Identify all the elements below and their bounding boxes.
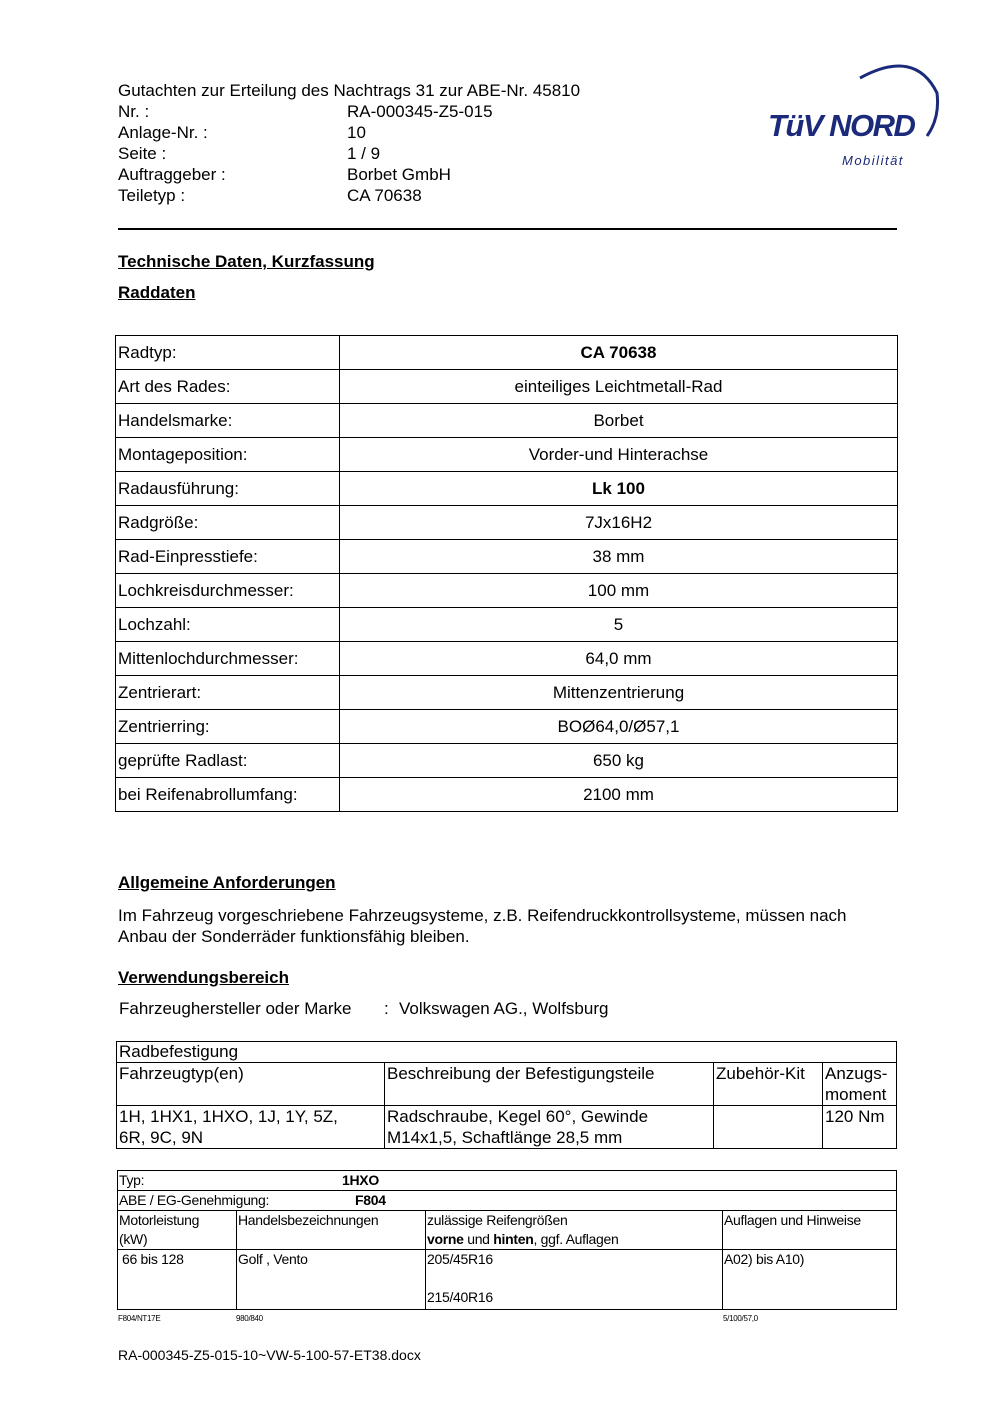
header-field-label: Auftraggeber : xyxy=(118,165,226,184)
section-heading-tech: Technische Daten, Kurzfassung xyxy=(118,252,375,271)
tuv-nord-logo xyxy=(765,58,945,173)
wheel-field-label: Art des Rades: xyxy=(116,370,340,404)
hersteller-value: Volkswagen AG., Wolfsburg xyxy=(399,999,609,1018)
col-reifen-line1: zulässige Reifengrößen xyxy=(427,1212,568,1228)
wheel-data-row xyxy=(116,778,898,812)
wheel-data-row xyxy=(116,608,898,642)
typ-label: Typ: xyxy=(119,1172,145,1188)
wheel-data-row xyxy=(116,404,898,438)
mount-header-row xyxy=(117,1063,897,1106)
wheel-data-row xyxy=(116,642,898,676)
typ-value: 1HXO xyxy=(342,1172,379,1188)
wheel-field-label: geprüfte Radlast: xyxy=(116,744,340,778)
motor-value: 66 bis 128 xyxy=(118,1250,237,1310)
header-field-label: Anlage-Nr. : xyxy=(118,123,208,142)
col-reifen-vorne: vorne xyxy=(427,1231,464,1247)
section-heading-allgemein: Allgemeine Anforderungen xyxy=(118,873,336,892)
col-motor xyxy=(118,1211,237,1250)
wheel-field-label: Handelsmarke: xyxy=(116,404,340,438)
wheel-field-value: Mittenzentrierung xyxy=(340,676,898,710)
wheel-field-label: Radtyp: xyxy=(116,336,340,370)
typ-cell xyxy=(118,1171,897,1191)
col-reifen-hinten: hinten xyxy=(493,1231,534,1247)
wheel-field-label: Lochkreisdurchmesser: xyxy=(116,574,340,608)
section-heading-raddaten: Raddaten xyxy=(118,283,196,302)
document-title: Gutachten zur Erteilung des Nachtrags 31 zur ABE-Nr. 45810 xyxy=(118,81,581,100)
wheel-data-table xyxy=(115,335,898,812)
abe-cell xyxy=(118,1191,897,1211)
typ-header-row xyxy=(118,1211,897,1250)
col-motor-line2: (kW) xyxy=(119,1231,148,1247)
wheel-data-row xyxy=(116,540,898,574)
wheel-data-row xyxy=(116,744,898,778)
mount-types xyxy=(117,1106,385,1149)
header-field-label: Seite : xyxy=(118,144,167,163)
wheel-field-value: einteiliges Leichtmetall-Rad xyxy=(340,370,898,404)
footer-filename: RA-000345-Z5-015-10~VW-5-100-57-ET38.docx xyxy=(118,1347,421,1363)
wheel-field-label: Zentrierring: xyxy=(116,710,340,744)
hersteller-label: Fahrzeughersteller oder Marke xyxy=(119,999,352,1018)
col-reifen-und: und xyxy=(463,1231,494,1247)
wheel-field-label: Zentrierart: xyxy=(116,676,340,710)
logo-subtitle: Mobilität xyxy=(842,153,904,168)
wheel-field-label: bei Reifenabrollumfang: xyxy=(116,778,340,812)
mount-desc xyxy=(385,1106,714,1149)
col-reifen xyxy=(426,1211,723,1250)
mount-desc-line1: Radschraube, Kegel 60°, Gewinde xyxy=(387,1107,649,1126)
header-field-value: CA 70638 xyxy=(347,186,422,205)
header-field-label: Nr. : xyxy=(118,102,150,121)
wheel-field-label: Mittenlochdurchmesser: xyxy=(116,642,340,676)
mount-col-desc: Beschreibung der Befestigungsteile xyxy=(385,1063,714,1106)
tire-size-1: 205/45R16 xyxy=(427,1251,493,1267)
col-reifen-auflagen: , ggf. Auflagen xyxy=(533,1231,619,1247)
typ-data-row xyxy=(118,1250,897,1310)
wheel-field-value: 650 kg xyxy=(340,744,898,778)
wheel-data-row xyxy=(116,370,898,404)
mount-title: Radbefestigung xyxy=(117,1042,897,1063)
wheel-field-value: Vorder-und Hinterachse xyxy=(340,438,898,472)
mount-types-line1: 1H, 1HX1, 1HXO, 1J, 1Y, 5Z, xyxy=(119,1107,338,1126)
wheel-data-row xyxy=(116,438,898,472)
mount-torque: 120 Nm xyxy=(823,1106,897,1149)
mount-title-row xyxy=(117,1042,897,1063)
vehicle-type-table xyxy=(117,1170,897,1310)
mount-data-row xyxy=(117,1106,897,1149)
header-divider xyxy=(118,228,897,230)
wheel-field-value: Borbet xyxy=(340,404,898,438)
wheel-field-value: 64,0 mm xyxy=(340,642,898,676)
wheel-field-label: Montageposition: xyxy=(116,438,340,472)
section-heading-verwendung: Verwendungsbereich xyxy=(118,968,289,987)
wheel-field-value: 5 xyxy=(340,608,898,642)
wheel-field-label: Lochzahl: xyxy=(116,608,340,642)
mount-col-kit: Zubehör-Kit xyxy=(714,1063,823,1106)
mount-col-torque-line2: moment xyxy=(825,1085,887,1104)
handel-value: Golf , Vento xyxy=(237,1250,426,1310)
footnote-a: F804/NT17E xyxy=(118,1314,161,1323)
abe-row xyxy=(118,1191,897,1211)
wheel-field-value: 7Jx16H2 xyxy=(340,506,898,540)
mounting-table xyxy=(116,1041,897,1149)
mount-desc-line2: M14x1,5, Schaftlänge 28,5 mm xyxy=(387,1128,623,1147)
header-field-value: 10 xyxy=(347,123,366,142)
logo-brand: TüV NORD xyxy=(768,108,915,143)
wheel-field-value: CA 70638 xyxy=(340,336,898,370)
footnote-b: 980/840 xyxy=(236,1314,263,1323)
mount-col-torque xyxy=(823,1063,897,1106)
hersteller-separator: : xyxy=(384,999,389,1018)
wheel-field-value: BOØ64,0/Ø57,1 xyxy=(340,710,898,744)
wheel-data-row xyxy=(116,710,898,744)
auflagen-value: A02) bis A10) xyxy=(723,1250,897,1310)
wheel-field-label: Rad-Einpresstiefe: xyxy=(116,540,340,574)
header-field-value: RA-000345-Z5-015 xyxy=(347,102,493,121)
wheel-field-value: 38 mm xyxy=(340,540,898,574)
abe-value: F804 xyxy=(355,1192,386,1208)
wheel-data-row xyxy=(116,472,898,506)
footnote-c: 5/100/57,0 xyxy=(723,1314,758,1323)
wheel-field-value: 2100 mm xyxy=(340,778,898,812)
mount-types-line2: 6R, 9C, 9N xyxy=(119,1128,204,1147)
header-field-label: Teiletyp : xyxy=(118,186,186,205)
wheel-field-value: Lk 100 xyxy=(340,472,898,506)
mount-col-types: Fahrzeugtyp(en) xyxy=(117,1063,385,1106)
wheel-data-row xyxy=(116,676,898,710)
wheel-field-label: Radgröße: xyxy=(116,506,340,540)
mount-col-torque-line1: Anzugs- xyxy=(825,1064,888,1083)
typ-row xyxy=(118,1171,897,1191)
wheel-data-row xyxy=(116,336,898,370)
abe-label: ABE / EG-Genehmigung: xyxy=(119,1192,270,1208)
col-handel: Handelsbezeichnungen xyxy=(237,1211,426,1250)
tire-sizes xyxy=(426,1250,723,1310)
wheel-field-label: Radausführung: xyxy=(116,472,340,506)
tire-size-2: 215/40R16 xyxy=(427,1289,493,1305)
allgemein-text: Im Fahrzeug vorgeschriebene Fahrzeugsysteme, z.B. Reifendruckkontrollsysteme, müssen nach Anbau der Sonderräder funktionsfähig bleiben. xyxy=(118,906,847,946)
mount-kit xyxy=(714,1106,823,1149)
wheel-data-row xyxy=(116,506,898,540)
wheel-field-value: 100 mm xyxy=(340,574,898,608)
col-motor-line1: Motorleistung xyxy=(119,1212,200,1228)
col-auflagen: Auflagen und Hinweise xyxy=(723,1211,897,1250)
header-field-value: 1 / 9 xyxy=(347,144,381,163)
header-field-value: Borbet GmbH xyxy=(347,165,451,184)
wheel-data-row xyxy=(116,574,898,608)
